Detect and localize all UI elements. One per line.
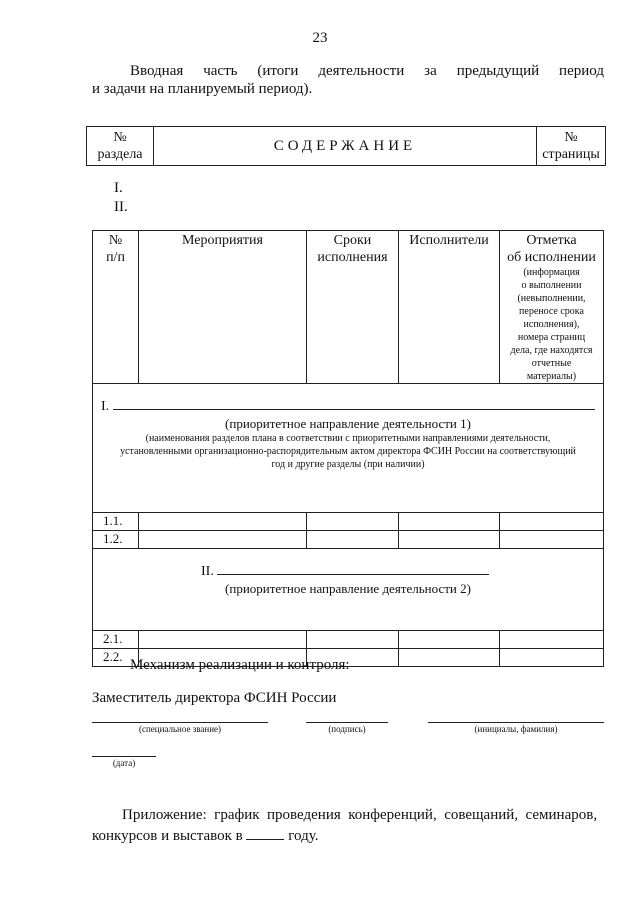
intro-line-2: и задачи на планируемый период).	[92, 81, 313, 97]
plan-table	[92, 230, 604, 667]
deputy-title: Заместитель директора ФСИН России	[92, 690, 337, 706]
section-2-blank	[217, 574, 489, 575]
section-2-caption: (приоритетное направление деятельности 2)	[225, 581, 471, 596]
section-2-numeral: II.	[201, 564, 214, 579]
toc-title: СОДЕРЖАНИЕ	[154, 127, 537, 166]
contents-item-2: II.	[114, 199, 128, 215]
header-num: № п/п	[93, 231, 139, 384]
contents-item-1: I.	[114, 180, 123, 196]
table-row: 2.2.	[93, 649, 604, 667]
toc-section-number-header: № раздела	[87, 127, 154, 166]
section-1-caption: (приоритетное направление деятельности 1)	[225, 416, 471, 431]
name-caption: (инициалы, фамилия)	[428, 722, 604, 734]
intro-line-1: Вводная часть (итоги деятельности за предыдущий период	[130, 63, 604, 79]
table-row: 1.2.	[93, 531, 604, 549]
page-number: 23	[312, 30, 328, 46]
section-1-row	[93, 384, 604, 513]
mark-note: (информация о выполнении (невыполнении, переносе срока исполнения), номера страниц дела, где находятся отчетные материалы)	[510, 267, 593, 382]
toc-page-number-header: № страницы	[537, 127, 606, 166]
contents-table	[86, 126, 606, 166]
table-row: 2.1.	[93, 631, 604, 649]
header-events: Мероприятия	[139, 231, 307, 384]
section-1-note: (наименования разделов плана в соответствии с приоритетными направлениями деятельности, установленными организационно-распорядительным актом директора ФСИН России на соответствующий год и другие разделы (при наличии)	[120, 433, 576, 470]
section-1-numeral: I.	[101, 399, 110, 414]
section-1-blank	[113, 409, 595, 410]
intro-paragraph	[92, 62, 604, 98]
table-row: 1.1.	[93, 513, 604, 531]
header-executors: Исполнители	[399, 231, 500, 384]
plan-table-header	[93, 231, 604, 384]
appendix-line-1: Приложение: график проведения конференций, совещаний, семинаров,	[122, 807, 598, 823]
header-mark: Отметка об исполнении (информация о выполнении (невыполнении, переносе срока исполнения), номера страниц дела, где находятся отчетные материалы)	[500, 231, 604, 384]
date-caption: (дата)	[92, 756, 156, 768]
header-deadlines: Сроки исполнения	[307, 231, 399, 384]
mechanism-heading: Механизм реализации и контроля:	[130, 657, 350, 673]
appendix-line-2: конкурсов и выставок в году.	[92, 828, 319, 844]
year-blank	[246, 839, 284, 840]
signature-caption: (подпись)	[306, 722, 388, 734]
section-2-row	[93, 549, 604, 631]
rank-caption: (специальное звание)	[92, 722, 268, 734]
